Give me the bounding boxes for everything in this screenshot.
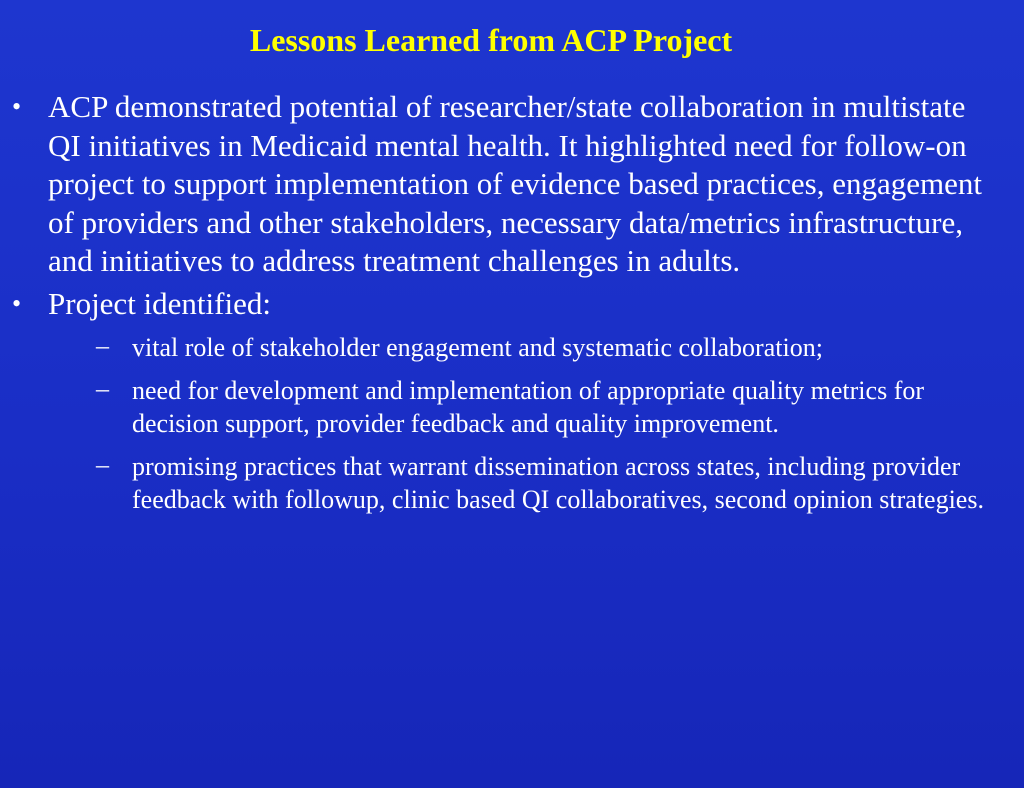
bullet-text: ACP demonstrated potential of researcher/state collaboration in multistate QI initiatives in Medicaid mental health. It highlighted need for follow-on project to support implementation of evidence based practices, engagement of providers and other stakeholders, necessary data/metrics infrastructure, and initiatives to address treatment challenges in adults. xyxy=(48,89,982,278)
bullet-text: Project identified: xyxy=(48,285,271,321)
sub-bullet-text: promising practices that warrant dissemination across states, including provider feedback with followup, clinic based QI collaboratives, second opinion strategies. xyxy=(132,452,984,514)
dash-marker: – xyxy=(96,374,109,403)
slide-title: Lessons Learned from ACP Project xyxy=(249,22,733,58)
sub-bullet-list xyxy=(48,331,1000,516)
bullet-item xyxy=(10,285,1000,517)
sub-bullet-item xyxy=(48,374,1000,440)
bullet-marker: • xyxy=(12,288,22,318)
sub-bullet-item xyxy=(48,331,1000,364)
sub-bullet-text: need for development and implementation of appropriate quality metrics for decision support, provider feedback and quality improvement. xyxy=(132,376,925,438)
dash-marker: – xyxy=(96,331,109,360)
bullet-list xyxy=(10,88,1000,526)
bullet-marker: • xyxy=(12,92,22,121)
sub-bullet-item xyxy=(48,450,1000,516)
sub-bullet-text: vital role of stakeholder engagement and systematic collaboration; xyxy=(132,333,823,362)
dash-marker: – xyxy=(96,450,109,479)
bullet-item xyxy=(10,88,1000,281)
